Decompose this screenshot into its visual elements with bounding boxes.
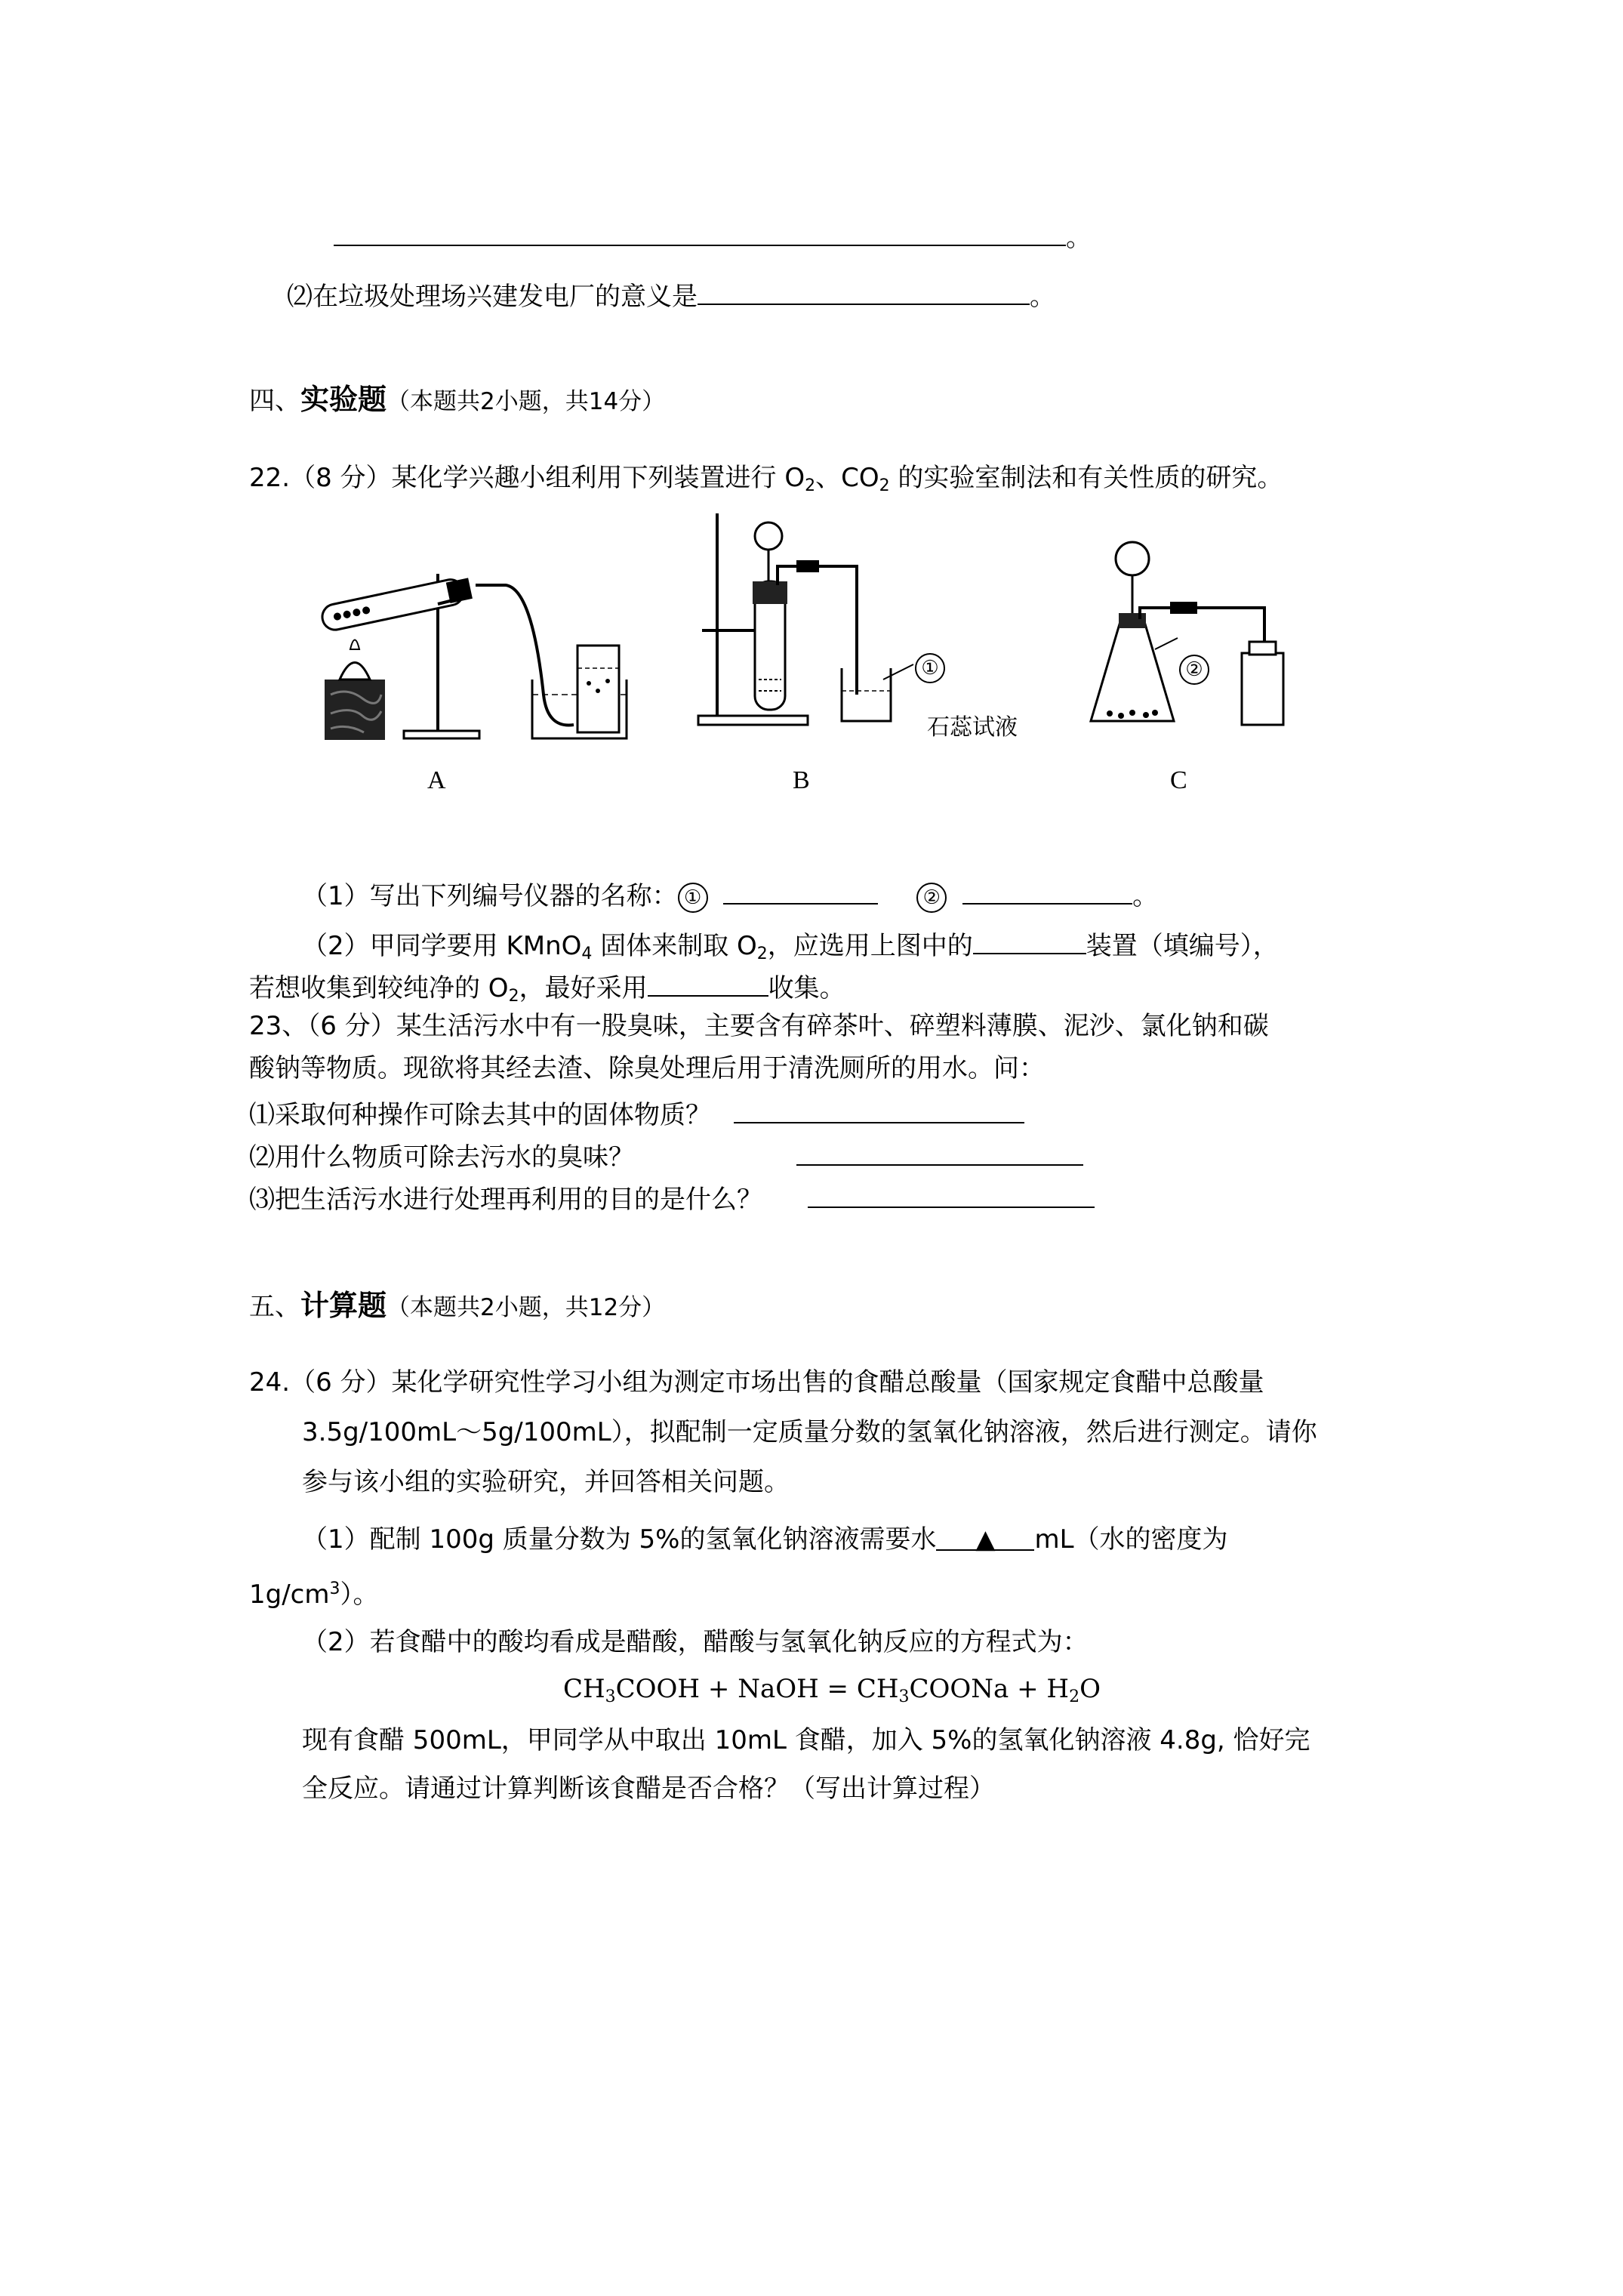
q23-q2: ⑵用什么物质可除去污水的臭味？ — [249, 1137, 1083, 1175]
answer-blank[interactable] — [808, 1179, 1095, 1208]
q22-sub2-line2: 若想收集到较纯净的 $O_2$，最好采用 收集。 — [249, 968, 845, 1014]
apparatus-b-figure — [694, 506, 966, 732]
answer-blank[interactable] — [796, 1137, 1083, 1166]
q24-line3: 参与该小组的实验研究，并回答相关问题。 — [302, 1467, 790, 1497]
section-4-heading: 四、实验题（本题共2小题，共14分） — [249, 383, 666, 416]
q24-line-a: 现有食醋 500mL，甲同学从中取出 10mL 食醋，加入 5%的氢氧化钠溶液 4.8g, 恰好完 — [302, 1725, 1310, 1755]
q22-sub1: （1）写出下列编号仪器的名称： ① ② 。 — [302, 876, 1158, 914]
q24-sub1-line2: $1g/cm^3$）。 — [249, 1579, 379, 1610]
q23-q3: ⑶把生活污水进行处理再利用的目的是什么？ — [249, 1179, 1095, 1217]
answer-line-1: 。 — [334, 217, 1092, 255]
answer-blank-1[interactable] — [723, 876, 878, 905]
apparatus-a-figure — [317, 544, 634, 747]
answer-blank[interactable] — [334, 217, 1066, 246]
apparatus-c-figure — [1079, 529, 1306, 732]
q23-line1: 23、（6 分）某生活污水中有一股臭味，主要含有碎茶叶、碎塑料薄膜、泥沙、氯化钠和碳 — [249, 1011, 1269, 1041]
answer-blank-2[interactable] — [962, 876, 1132, 905]
marker-2-inline: ② — [916, 883, 947, 913]
answer-blank[interactable] — [734, 1095, 1024, 1123]
section-5-heading: 五、计算题（本题共2小题，共12分） — [249, 1289, 666, 1322]
q24-sub2: （2）若食醋中的酸均看成是醋酸，醋酸与氢氧化钠反应的方程式为： — [302, 1627, 1089, 1657]
marker-1: ① — [915, 652, 945, 683]
marker-2: ② — [1179, 654, 1209, 685]
q22-sub2: （2）甲同学要用 KMnO$_4$ 固体来制取 $O_2$，应选用上图中的 装置（填编号）， — [302, 926, 1279, 972]
answer-blank[interactable] — [698, 276, 1030, 305]
q24-sub1: （1）配制 100g 质量分数为 5%的氢氧化钠溶液需要水 ▲ mL（水的密度为 — [302, 1522, 1228, 1557]
marker-1-inline: ① — [678, 883, 708, 913]
q24-line-b: 全反应。请通过计算判断该食醋是否合格？（写出计算过程） — [302, 1774, 995, 1804]
q22-intro: 22.（8 分）某化学兴趣小组利用下列装置进行 $O_2$、$CO_2$ 的实验室制法和有关性质的研究。 — [249, 463, 1283, 495]
figure-label-a: A — [427, 766, 446, 794]
answer-blank-method[interactable] — [648, 968, 768, 997]
answer-blank-device[interactable] — [973, 926, 1086, 954]
litmus-label: 石蕊试液 — [927, 715, 1018, 740]
q23-line2: 酸钠等物质。现欲将其经去渣、除臭处理后用于清洗厕所的用水。问： — [249, 1053, 1045, 1083]
q23-q1: ⑴采取何种操作可除去其中的固体物质？ — [249, 1095, 1024, 1133]
figure-label-b: B — [793, 766, 810, 794]
q24-line1: 24.（6 分）某化学研究性学习小组为测定市场出售的食醋总酸量（国家规定食醋中总酸量 — [249, 1367, 1264, 1398]
triangle-icon: ▲ — [975, 1524, 996, 1555]
figure-label-c: C — [1170, 766, 1187, 794]
question-2-line: ⑵在垃圾处理场兴建发电厂的意义是 。 — [287, 276, 1055, 314]
answer-blank-water[interactable] — [936, 1522, 1034, 1555]
q24-line2: 3.5g/100mL～5g/100mL），拟配制一定质量分数的氢氧化钠溶液，然后进行测定。请你 — [302, 1417, 1317, 1447]
q24-equation: $CH_3COOH$ + NaOH = $CH_3COONa + H_2O$ — [563, 1674, 1101, 1706]
